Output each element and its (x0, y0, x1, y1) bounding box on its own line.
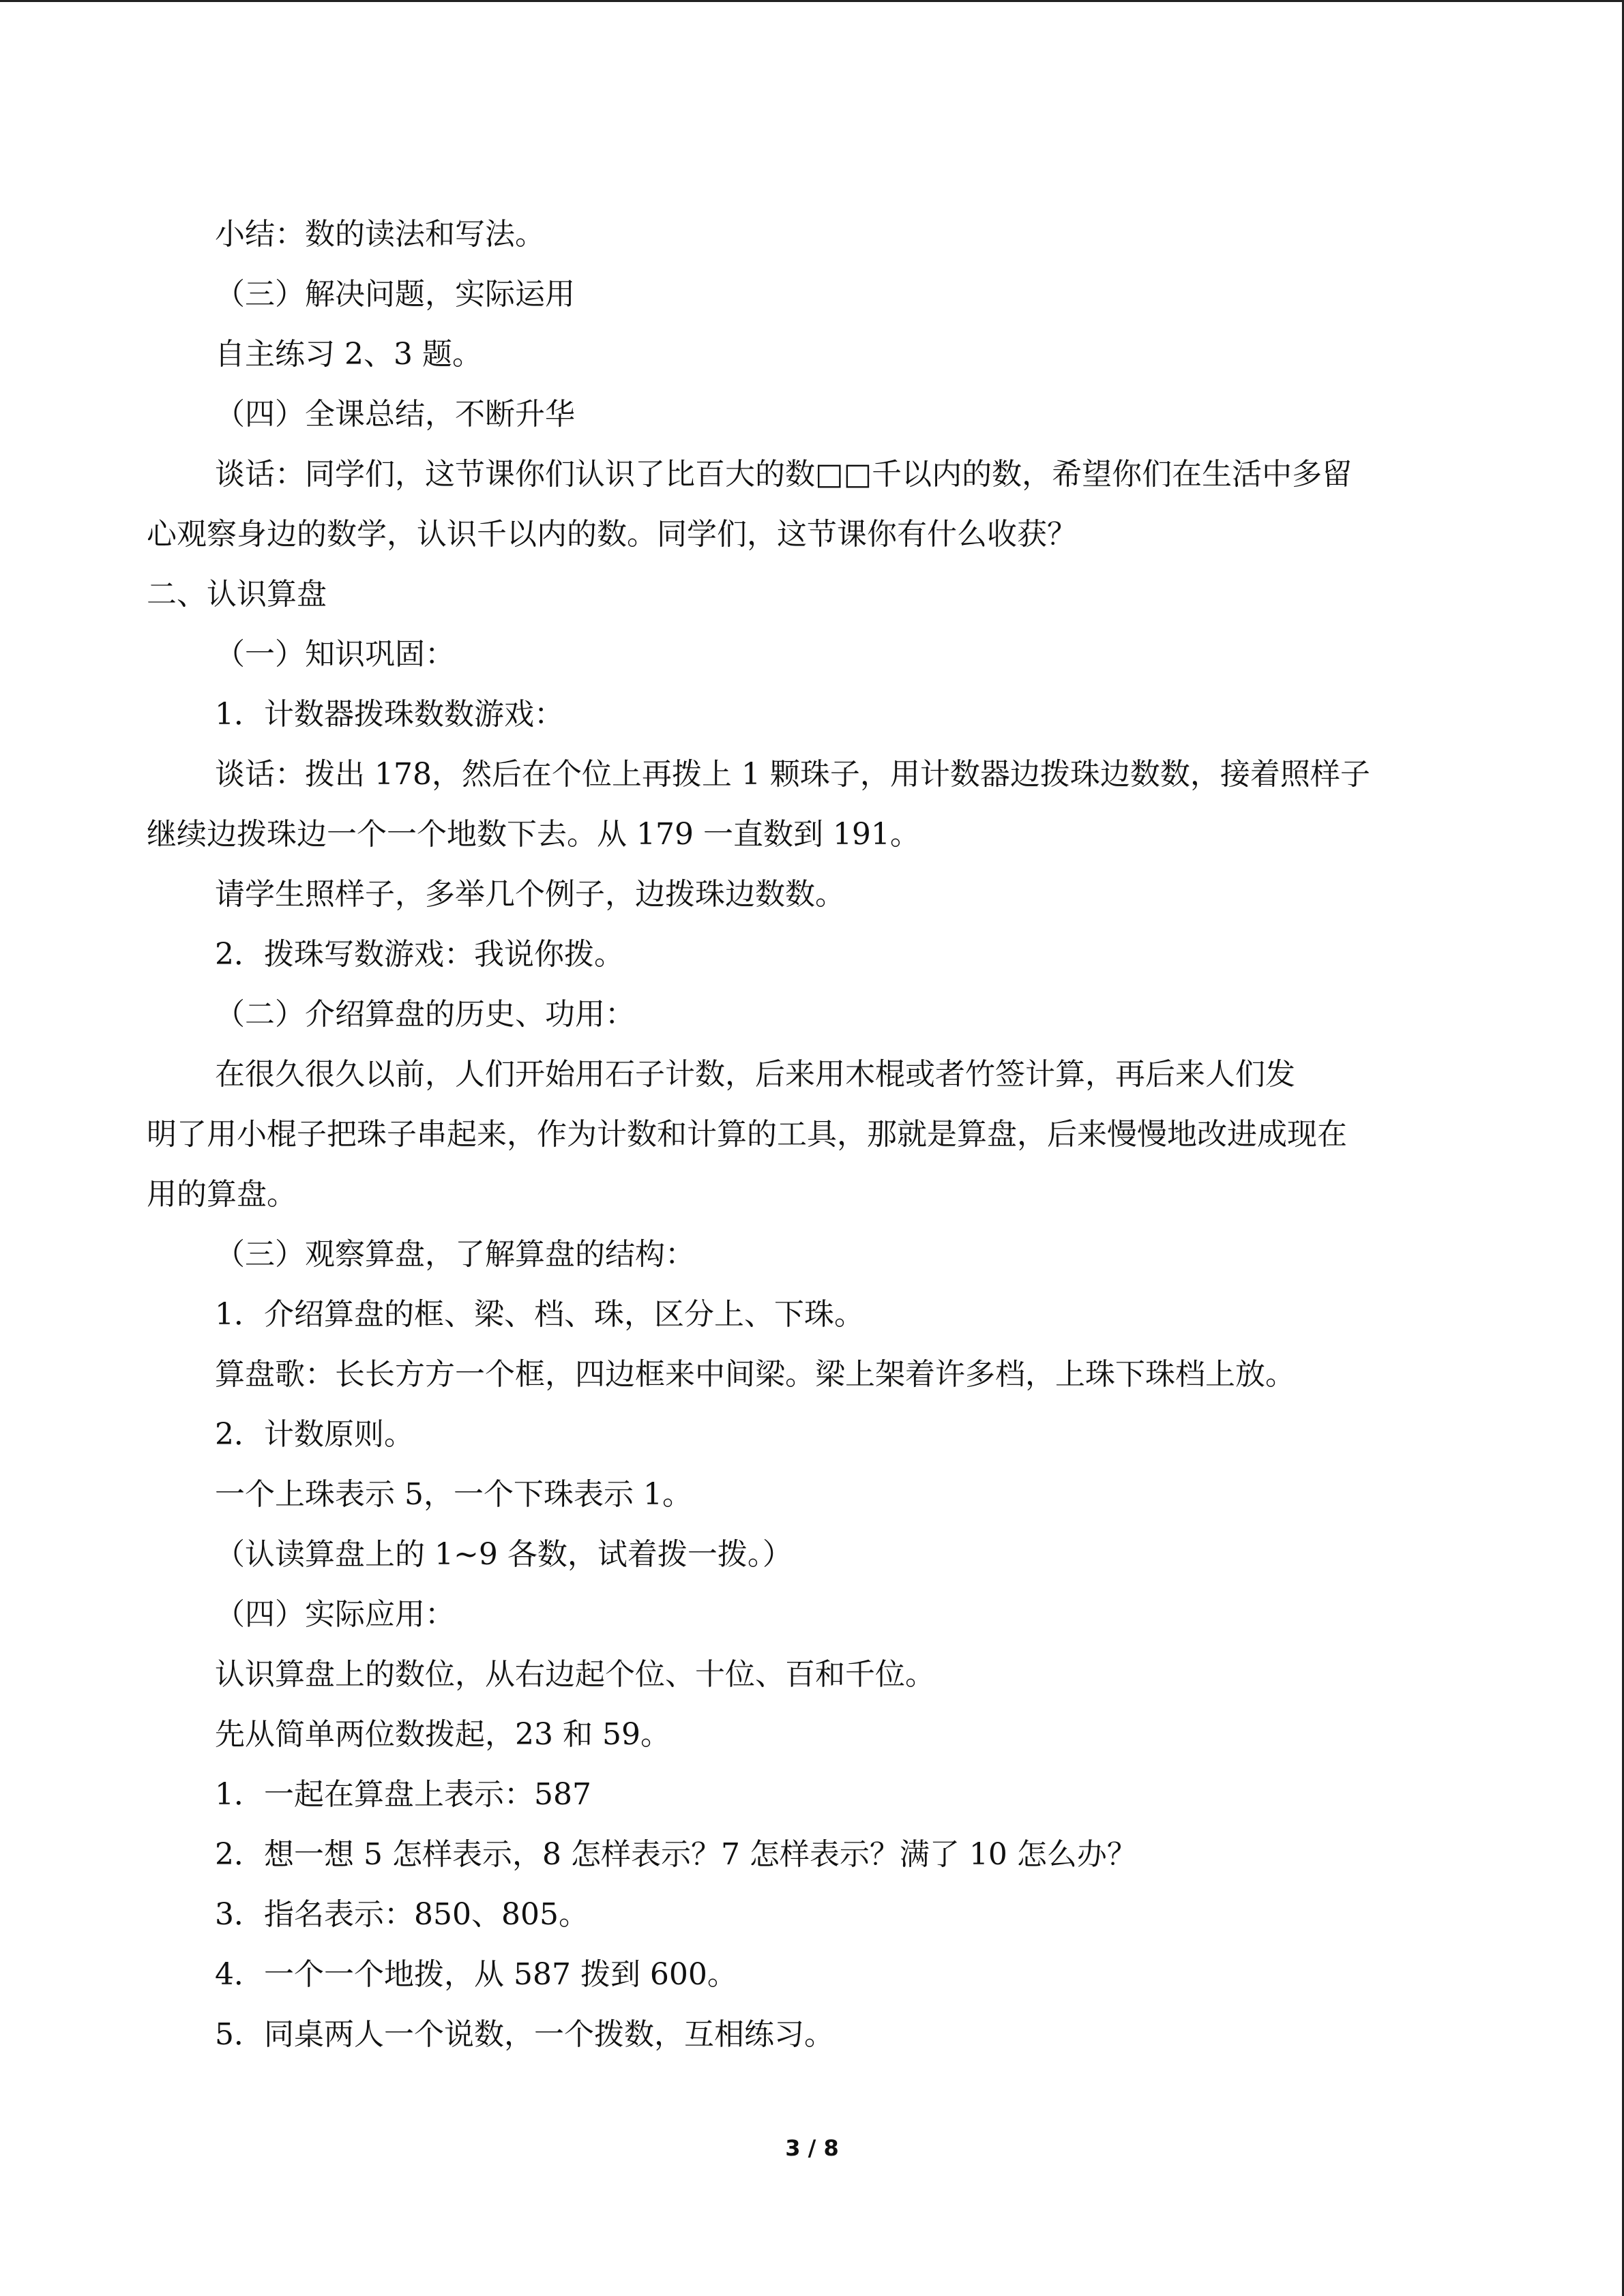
section-heading: （四）实际应用： (215, 1597, 455, 1632)
text-line: 2．计数原则。 (215, 1417, 414, 1452)
document-body (147, 205, 1456, 2065)
text-line: 心观察身边的数学，认识千以内的数。同学们，这节课你有什么收获？ (147, 517, 1077, 552)
text-line: 谈话：拨出 178，然后在个位上再拨上 1 颗珠子，用计数器边拨珠边数数，接着照样子 (215, 757, 1370, 792)
text-line: 认识算盘上的数位，从右边起个位、十位、百和千位。 (215, 1657, 935, 1692)
section-heading: （四）全课总结，不断升华 (215, 397, 575, 432)
text-line: 1．一起在算盘上表示：587 (215, 1777, 591, 1812)
text-line: 请学生照样子，多举几个例子，边拨珠边数数。 (215, 877, 845, 912)
text-line: 1．介绍算盘的框、梁、档、珠，区分上、下珠。 (215, 1297, 864, 1332)
text-line: 算盘歌：长长方方一个框，四边框来中间梁。梁上架着许多档，上珠下珠档上放。 (215, 1357, 1295, 1392)
text-line: 4．一个一个地拨，从 587 拨到 600。 (215, 1957, 737, 1992)
section-heading: （一）知识巩固： (215, 637, 455, 672)
text-line: （认读算盘上的 1~9 各数，试着拨一拨。） (215, 1537, 793, 1572)
text-line: 3．指名表示：850、805。 (215, 1897, 589, 1932)
text-line: 2．拨珠写数游戏：我说你拨。 (215, 937, 624, 972)
text-line: 在很久很久以前，人们开始用石子计数，后来用木棍或者竹签计算，再后来人们发 (215, 1057, 1295, 1092)
chapter-heading: 二、认识算盘 (147, 577, 327, 612)
section-heading: （三）观察算盘，了解算盘的结构： (215, 1237, 695, 1272)
text-line: 2．想一想 5 怎样表示，8 怎样表示？7 怎样表示？满了 10 怎么办？ (215, 1837, 1137, 1872)
text-line: 5．同桌两人一个说数，一个拨数，互相练习。 (215, 2017, 834, 2052)
text-line: 先从简单两位数拨起，23 和 59。 (215, 1717, 670, 1752)
text-line: 谈话：同学们，这节课你们认识了比百大的数□□千以内的数，希望你们在生活中多留 (215, 457, 1353, 492)
text-line: 小结：数的读法和写法。 (215, 217, 545, 252)
text-line: 1．计数器拨珠数数游戏： (215, 697, 564, 732)
text-line: 用的算盘。 (147, 1177, 297, 1212)
page-top-border (0, 0, 1624, 2)
text-line: 一个上珠表示 5，一个下珠表示 1。 (215, 1477, 692, 1512)
section-heading: （二）介绍算盘的历史、功用： (215, 997, 635, 1032)
page-number: 3 / 8 (785, 2135, 839, 2161)
section-heading: （三）解决问题，实际运用 (215, 277, 575, 312)
text-line: 自主练习 2、3 题。 (215, 337, 482, 372)
text-line: 继续边拨珠边一个一个地数下去。从 179 一直数到 191。 (147, 817, 920, 852)
text-line: 明了用小棍子把珠子串起来，作为计数和计算的工具，那就是算盘，后来慢慢地改进成现在 (147, 1117, 1347, 1152)
